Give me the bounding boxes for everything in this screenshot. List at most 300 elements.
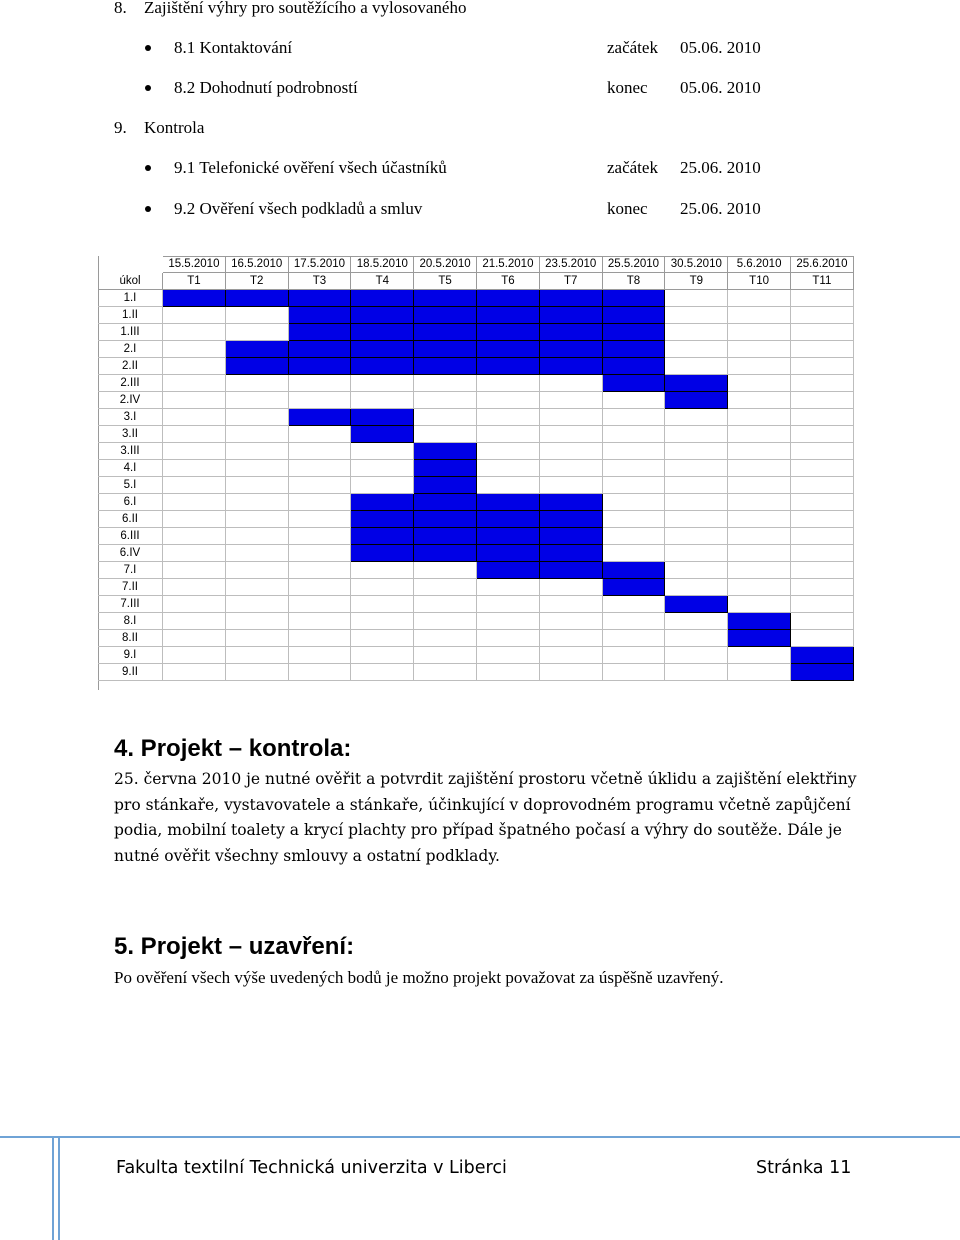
gantt-empty-cell <box>791 443 854 460</box>
gantt-empty-cell <box>351 460 414 477</box>
gantt-bar-cell <box>540 494 603 511</box>
gantt-bar-cell <box>791 664 854 681</box>
gantt-bar-cell <box>414 494 477 511</box>
bullet-icon <box>145 165 151 171</box>
gantt-empty-cell <box>351 647 414 664</box>
gantt-bar-cell <box>540 324 603 341</box>
gantt-empty-cell <box>540 460 603 477</box>
gantt-task-label: 4.I <box>98 460 163 477</box>
gantt-empty-cell <box>351 613 414 630</box>
gantt-empty-cell <box>603 392 666 409</box>
subitem-kind: začátek <box>607 158 658 177</box>
gantt-empty-cell <box>728 460 791 477</box>
gantt-empty-cell <box>728 443 791 460</box>
gantt-empty-cell <box>540 375 603 392</box>
gantt-bar-cell <box>289 358 352 375</box>
gantt-empty-cell <box>665 579 728 596</box>
gantt-term-header: T11 <box>791 273 854 290</box>
gantt-empty-cell <box>728 290 791 307</box>
gantt-term-header: T2 <box>226 273 289 290</box>
gantt-date-header: 25.5.2010 <box>603 256 666 273</box>
gantt-empty-cell <box>728 528 791 545</box>
gantt-empty-cell <box>289 596 352 613</box>
gantt-empty-cell <box>603 630 666 647</box>
gantt-empty-cell <box>603 477 666 494</box>
section-paragraph <box>114 767 857 869</box>
page-number: Stránka 11 <box>756 1158 852 1178</box>
gantt-date-header: 18.5.2010 <box>351 256 414 273</box>
gantt-empty-cell <box>163 613 226 630</box>
gantt-task-label: 3.III <box>98 443 163 460</box>
gantt-bar-cell <box>226 358 289 375</box>
gantt-empty-cell <box>665 647 728 664</box>
gantt-empty-cell <box>665 562 728 579</box>
gantt-empty-cell <box>414 375 477 392</box>
gantt-empty-cell <box>414 630 477 647</box>
gantt-empty-cell <box>540 477 603 494</box>
gantt-empty-cell <box>477 647 540 664</box>
gantt-empty-cell <box>603 494 666 511</box>
gantt-empty-cell <box>665 511 728 528</box>
gantt-empty-cell <box>791 545 854 562</box>
gantt-empty-cell <box>226 494 289 511</box>
gantt-date-header: 15.5.2010 <box>163 256 226 273</box>
gantt-bar-cell <box>603 579 666 596</box>
gantt-bar-cell <box>540 528 603 545</box>
gantt-empty-cell <box>728 596 791 613</box>
gantt-bar-cell <box>477 290 540 307</box>
subitem-label: 8.1 Kontaktování <box>174 38 293 57</box>
gantt-bar-cell <box>477 494 540 511</box>
paragraph-line: podia, mobilní toalety a krycí plachty pro případ špatného počasí a výhry do soutěže. Dále je <box>114 821 842 839</box>
gantt-empty-cell <box>351 375 414 392</box>
gantt-empty-cell <box>163 409 226 426</box>
gantt-empty-cell <box>791 409 854 426</box>
gantt-task-label: 5.I <box>98 477 163 494</box>
gantt-corner-label: úkol <box>98 273 163 290</box>
gantt-empty-cell <box>728 409 791 426</box>
gantt-bar-cell <box>414 290 477 307</box>
gantt-bar-cell <box>477 528 540 545</box>
gantt-empty-cell <box>163 511 226 528</box>
gantt-empty-cell <box>414 426 477 443</box>
gantt-empty-cell <box>226 477 289 494</box>
gantt-term-header: T7 <box>540 273 603 290</box>
gantt-empty-cell <box>163 647 226 664</box>
gantt-task-label: 1.I <box>98 290 163 307</box>
footer-rule <box>58 1136 60 1240</box>
gantt-empty-cell <box>351 392 414 409</box>
gantt-empty-cell <box>728 477 791 494</box>
gantt-task-label: 2.I <box>98 341 163 358</box>
gantt-bar-cell <box>603 375 666 392</box>
gantt-bar-cell <box>477 341 540 358</box>
gantt-bar-cell <box>414 511 477 528</box>
gantt-bar-cell <box>540 341 603 358</box>
gantt-empty-cell <box>791 613 854 630</box>
gantt-bar-cell <box>414 341 477 358</box>
gantt-bar-cell <box>540 358 603 375</box>
gantt-empty-cell <box>351 596 414 613</box>
gantt-empty-cell <box>791 477 854 494</box>
gantt-date-header: 23.5.2010 <box>540 256 603 273</box>
item-number: 9. <box>114 118 127 137</box>
gantt-empty-cell <box>791 307 854 324</box>
gantt-empty-cell <box>791 630 854 647</box>
gantt-empty-cell <box>791 341 854 358</box>
gantt-empty-cell <box>163 494 226 511</box>
gantt-bar-cell <box>540 545 603 562</box>
gantt-bar-cell <box>477 545 540 562</box>
gantt-bar-cell <box>289 324 352 341</box>
gantt-date-header: 5.6.2010 <box>728 256 791 273</box>
gantt-bar-cell <box>540 562 603 579</box>
gantt-bar-cell <box>226 341 289 358</box>
gantt-empty-cell <box>665 477 728 494</box>
gantt-empty-cell <box>665 613 728 630</box>
gantt-empty-cell <box>414 392 477 409</box>
gantt-empty-cell <box>728 511 791 528</box>
gantt-bar-cell <box>289 307 352 324</box>
gantt-empty-cell <box>226 426 289 443</box>
gantt-empty-cell <box>665 426 728 443</box>
gantt-empty-cell <box>289 494 352 511</box>
gantt-task-label: 7.III <box>98 596 163 613</box>
gantt-empty-cell <box>603 443 666 460</box>
gantt-bar-cell <box>351 341 414 358</box>
gantt-empty-cell <box>665 460 728 477</box>
gantt-empty-cell <box>791 290 854 307</box>
gantt-task-label: 7.I <box>98 562 163 579</box>
gantt-empty-cell <box>289 664 352 681</box>
gantt-bar-cell <box>351 494 414 511</box>
gantt-empty-cell <box>163 307 226 324</box>
gantt-bar-cell <box>665 375 728 392</box>
gantt-date-header: 20.5.2010 <box>414 256 477 273</box>
gantt-empty-cell <box>351 630 414 647</box>
gantt-bar-cell <box>665 392 728 409</box>
gantt-term-header: T6 <box>477 273 540 290</box>
gantt-date-header: 21.5.2010 <box>477 256 540 273</box>
gantt-bar-cell <box>540 511 603 528</box>
gantt-bar-cell <box>351 426 414 443</box>
gantt-bar-cell <box>665 596 728 613</box>
gantt-bar-cell <box>351 511 414 528</box>
gantt-empty-cell <box>791 358 854 375</box>
gantt-task-label: 2.IV <box>98 392 163 409</box>
gantt-empty-cell <box>477 630 540 647</box>
gantt-empty-cell <box>163 443 226 460</box>
gantt-empty-cell <box>351 477 414 494</box>
gantt-empty-cell <box>665 545 728 562</box>
footer-institution: Fakulta textilní Technická univerzita v Liberci <box>116 1158 507 1178</box>
gantt-bar-cell <box>603 562 666 579</box>
gantt-bar-cell <box>351 307 414 324</box>
gantt-task-label: 7.II <box>98 579 163 596</box>
item-number: 8. <box>114 0 127 17</box>
gantt-empty-cell <box>665 494 728 511</box>
gantt-empty-cell <box>226 545 289 562</box>
gantt-empty-cell <box>540 409 603 426</box>
gantt-bar-cell <box>351 409 414 426</box>
gantt-bar-cell <box>414 443 477 460</box>
gantt-empty-cell <box>163 341 226 358</box>
gantt-empty-cell <box>289 545 352 562</box>
gantt-empty-cell <box>728 358 791 375</box>
gantt-empty-cell <box>791 511 854 528</box>
gantt-empty-cell <box>226 647 289 664</box>
gantt-term-header: T9 <box>665 273 728 290</box>
gantt-empty-cell <box>414 579 477 596</box>
gantt-empty-cell <box>414 409 477 426</box>
gantt-task-label: 3.I <box>98 409 163 426</box>
gantt-empty-cell <box>477 409 540 426</box>
gantt-empty-cell <box>728 647 791 664</box>
gantt-empty-cell <box>289 579 352 596</box>
gantt-term-header: T5 <box>414 273 477 290</box>
gantt-empty-cell <box>603 613 666 630</box>
footer-rule <box>52 1136 54 1240</box>
gantt-empty-cell <box>163 664 226 681</box>
gantt-task-label: 6.I <box>98 494 163 511</box>
gantt-empty-cell <box>665 528 728 545</box>
gantt-empty-cell <box>163 579 226 596</box>
gantt-empty-cell <box>477 664 540 681</box>
bullet-icon <box>145 85 151 91</box>
gantt-empty-cell <box>226 392 289 409</box>
gantt-empty-cell <box>477 579 540 596</box>
gantt-bar-cell <box>414 324 477 341</box>
gantt-empty-cell <box>665 409 728 426</box>
gantt-bar-cell <box>289 341 352 358</box>
gantt-empty-cell <box>226 664 289 681</box>
gantt-empty-cell <box>791 562 854 579</box>
gantt-bar-cell <box>414 477 477 494</box>
gantt-empty-cell <box>477 460 540 477</box>
gantt-bar-cell <box>791 647 854 664</box>
gantt-empty-cell <box>477 375 540 392</box>
gantt-empty-cell <box>540 443 603 460</box>
item-title: Zajištění výhry pro soutěžícího a vylosovaného <box>144 0 467 17</box>
gantt-empty-cell <box>603 409 666 426</box>
gantt-empty-cell <box>414 613 477 630</box>
gantt-task-label: 9.II <box>98 664 163 681</box>
gantt-date-header: 17.5.2010 <box>289 256 352 273</box>
gantt-bar-cell <box>540 307 603 324</box>
gantt-empty-cell <box>289 392 352 409</box>
gantt-task-label: 2.II <box>98 358 163 375</box>
gantt-bar-cell <box>414 545 477 562</box>
gantt-empty-cell <box>791 375 854 392</box>
paragraph-line: pro stánkaře, vystavovatele a stánkaře, účinkující v doprovodném programu včetně zapůjčení <box>114 795 851 814</box>
gantt-empty-cell <box>163 630 226 647</box>
gantt-empty-cell <box>289 460 352 477</box>
gantt-chart <box>98 256 854 690</box>
gantt-empty-cell <box>540 426 603 443</box>
gantt-empty-cell <box>603 528 666 545</box>
gantt-empty-cell <box>163 562 226 579</box>
gantt-empty-cell <box>603 511 666 528</box>
gantt-empty-cell <box>728 392 791 409</box>
gantt-empty-cell <box>728 375 791 392</box>
gantt-empty-cell <box>728 664 791 681</box>
gantt-empty-cell <box>665 358 728 375</box>
section-heading: 5. Projekt – uzavření: <box>114 933 355 960</box>
gantt-bar-cell <box>477 324 540 341</box>
gantt-bar-cell <box>477 307 540 324</box>
gantt-empty-cell <box>226 307 289 324</box>
gantt-empty-cell <box>540 579 603 596</box>
gantt-bar-cell <box>226 290 289 307</box>
gantt-bar-cell <box>414 528 477 545</box>
gantt-empty-cell <box>540 664 603 681</box>
gantt-empty-cell <box>477 477 540 494</box>
gantt-bar-cell <box>477 562 540 579</box>
gantt-bar-cell <box>351 528 414 545</box>
gantt-empty-cell <box>289 426 352 443</box>
gantt-empty-cell <box>163 375 226 392</box>
gantt-empty-cell <box>540 392 603 409</box>
gantt-bar-cell <box>289 290 352 307</box>
subitem-label: 9.1 Telefonické ověření všech účastníků <box>174 158 447 177</box>
subitem-date: 05.06. 2010 <box>680 78 761 97</box>
subitem-kind: konec <box>607 199 648 218</box>
gantt-empty-cell <box>226 443 289 460</box>
gantt-bar-cell <box>603 307 666 324</box>
gantt-empty-cell <box>791 579 854 596</box>
gantt-empty-cell <box>728 579 791 596</box>
gantt-bar-cell <box>414 307 477 324</box>
gantt-empty-cell <box>791 392 854 409</box>
gantt-empty-cell <box>540 596 603 613</box>
gantt-term-header: T4 <box>351 273 414 290</box>
gantt-empty-cell <box>226 596 289 613</box>
gantt-empty-cell <box>665 443 728 460</box>
bullet-icon <box>145 206 151 212</box>
gantt-empty-cell <box>728 562 791 579</box>
gantt-empty-cell <box>289 630 352 647</box>
subitem-kind: konec <box>607 78 648 97</box>
gantt-empty-cell <box>163 545 226 562</box>
gantt-empty-cell <box>791 460 854 477</box>
gantt-task-label: 3.II <box>98 426 163 443</box>
section-heading: 4. Projekt – kontrola: <box>114 735 352 762</box>
gantt-empty-cell <box>603 545 666 562</box>
gantt-bar-cell <box>603 358 666 375</box>
gantt-empty-cell <box>728 341 791 358</box>
gantt-empty-cell <box>728 307 791 324</box>
subitem-date: 05.06. 2010 <box>680 38 761 57</box>
gantt-empty-cell <box>289 375 352 392</box>
gantt-empty-cell <box>226 460 289 477</box>
gantt-bar-cell <box>603 324 666 341</box>
gantt-empty-cell <box>226 409 289 426</box>
gantt-empty-cell <box>477 613 540 630</box>
section-paragraph: Po ověření všech výše uvedených bodů je možno projekt považovat za úspěšně uzavřený. <box>114 968 724 987</box>
paragraph-line: nutné ověřit všechny smlouvy a ostatní podklady. <box>114 846 500 865</box>
gantt-empty-cell <box>665 630 728 647</box>
gantt-bar-cell <box>728 613 791 630</box>
gantt-bar-cell <box>728 630 791 647</box>
gantt-empty-cell <box>665 324 728 341</box>
gantt-empty-cell <box>351 443 414 460</box>
gantt-empty-cell <box>289 647 352 664</box>
bullet-icon <box>145 45 151 51</box>
gantt-empty-cell <box>728 494 791 511</box>
gantt-bar-cell <box>477 511 540 528</box>
gantt-task-label: 6.II <box>98 511 163 528</box>
gantt-bar-cell <box>351 324 414 341</box>
gantt-task-label: 6.IV <box>98 545 163 562</box>
footer-rule <box>0 1136 960 1138</box>
gantt-empty-cell <box>226 375 289 392</box>
gantt-bar-cell <box>414 358 477 375</box>
gantt-empty-cell <box>289 477 352 494</box>
gantt-empty-cell <box>289 511 352 528</box>
gantt-empty-cell <box>665 664 728 681</box>
gantt-task-label: 8.I <box>98 613 163 630</box>
gantt-empty-cell <box>289 528 352 545</box>
gantt-empty-cell <box>351 664 414 681</box>
gantt-empty-cell <box>540 613 603 630</box>
gantt-empty-cell <box>289 443 352 460</box>
gantt-bar-cell <box>163 290 226 307</box>
gantt-empty-cell <box>477 426 540 443</box>
gantt-empty-cell <box>414 647 477 664</box>
subitem-label: 8.2 Dohodnutí podrobností <box>174 78 358 97</box>
gantt-empty-cell <box>351 579 414 596</box>
gantt-empty-cell <box>226 528 289 545</box>
gantt-empty-cell <box>477 392 540 409</box>
gantt-empty-cell <box>728 324 791 341</box>
gantt-empty-cell <box>791 426 854 443</box>
gantt-empty-cell <box>665 341 728 358</box>
gantt-bar-cell <box>540 290 603 307</box>
subitem-date: 25.06. 2010 <box>680 199 761 218</box>
item-title: Kontrola <box>144 118 205 137</box>
gantt-empty-cell <box>540 647 603 664</box>
gantt-empty-cell <box>226 613 289 630</box>
gantt-empty-cell <box>289 613 352 630</box>
gantt-task-label: 1.III <box>98 324 163 341</box>
gantt-empty-cell <box>665 290 728 307</box>
gantt-task-label: 9.I <box>98 647 163 664</box>
gantt-empty-cell <box>163 460 226 477</box>
subitem-label: 9.2 Ověření všech podkladů a smluv <box>174 199 423 218</box>
gantt-empty-cell <box>226 511 289 528</box>
gantt-empty-cell <box>791 528 854 545</box>
gantt-term-header: T3 <box>289 273 352 290</box>
gantt-empty-cell <box>791 324 854 341</box>
gantt-bar-cell <box>351 358 414 375</box>
gantt-bar-cell <box>289 409 352 426</box>
gantt-task-label: 8.II <box>98 630 163 647</box>
gantt-empty-cell <box>603 460 666 477</box>
gantt-task-label: 2.III <box>98 375 163 392</box>
gantt-date-header: 30.5.2010 <box>665 256 728 273</box>
gantt-empty-cell <box>163 392 226 409</box>
gantt-empty-cell <box>477 596 540 613</box>
gantt-empty-cell <box>163 596 226 613</box>
gantt-bar-cell <box>603 341 666 358</box>
gantt-empty-cell <box>226 579 289 596</box>
gantt-term-header: T10 <box>728 273 791 290</box>
gantt-empty-cell <box>163 358 226 375</box>
gantt-empty-cell <box>163 324 226 341</box>
gantt-empty-cell <box>163 477 226 494</box>
gantt-bar-cell <box>351 545 414 562</box>
gantt-bar-cell <box>351 290 414 307</box>
